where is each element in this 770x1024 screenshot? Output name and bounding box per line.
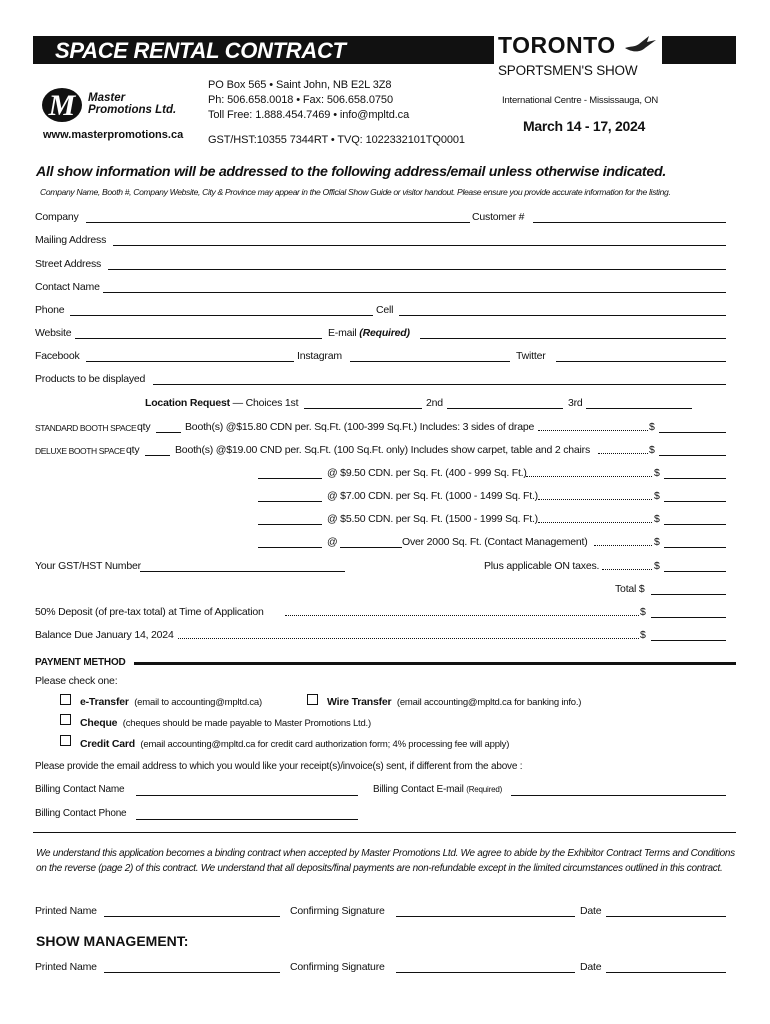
tier3-dollar: $	[654, 513, 660, 525]
etransfer-label: e-Transfer (email to accounting@mpltd.ca)	[80, 696, 262, 708]
products-field[interactable]	[153, 384, 726, 385]
address-line-2: Ph: 506.658.0018 • Fax: 506.658.0750	[208, 94, 393, 106]
intro-headline: All show information will be addressed to the following address/email unless otherwise indicated.	[36, 164, 666, 180]
total-label: Total $	[615, 583, 645, 595]
tier2-dollar: $	[654, 490, 660, 502]
mgmt-printed-name-field[interactable]	[104, 972, 280, 973]
wire-label: Wire Transfer (email accounting@mpltd.ca for banking info.)	[327, 696, 582, 708]
standard-qty-label: qty	[137, 421, 151, 433]
tax-numbers: GST/HST:10355 7344RT • TVQ: 1022332101TQ0001	[208, 134, 465, 146]
intro-subhead: Company Name, Booth #, Company Website, City & Province may appear in the Official Show Guide or visitor handout. Please ensure you provide accurate information for the listing.	[40, 187, 671, 197]
mailing-field[interactable]	[113, 245, 726, 246]
mailing-label: Mailing Address	[35, 234, 107, 246]
location-choice-3[interactable]	[586, 408, 692, 409]
balance-label: Balance Due January 14, 2024	[35, 629, 174, 641]
gst-number-label: Your GST/HST Number	[35, 560, 141, 572]
tier4-rate-field[interactable]	[340, 547, 402, 548]
balance-dollar: $	[640, 629, 646, 641]
website-label: Website	[35, 327, 72, 339]
tier3-qty-field[interactable]	[258, 524, 322, 525]
tier1-dollar: $	[654, 467, 660, 479]
standard-dollar: $	[649, 421, 655, 433]
products-label: Products to be displayed	[35, 373, 146, 385]
standard-amount-field[interactable]	[659, 432, 726, 433]
tier1-leader	[526, 476, 652, 477]
date-field[interactable]	[606, 916, 726, 917]
master-promotions-logo-icon	[40, 85, 84, 125]
svg-text:M: M	[48, 89, 76, 122]
tier2-amount-field[interactable]	[664, 501, 726, 502]
tier4-at: @	[327, 536, 338, 548]
tier1-desc: @ $9.50 CDN. per Sq. Ft. (400 - 999 Sq. Ft.)	[327, 467, 527, 479]
cell-label: Cell	[376, 304, 394, 316]
divider	[33, 832, 736, 833]
tier4-desc: Over 2000 Sq. Ft. (Contact Management)	[402, 536, 588, 548]
taxes-label: Plus applicable ON taxes.	[484, 560, 600, 572]
bird-logo-icon	[623, 34, 657, 56]
website-field[interactable]	[75, 338, 322, 339]
contract-title: SPACE RENTAL CONTRACT	[33, 36, 494, 64]
billing-email-field[interactable]	[511, 795, 726, 796]
mgmt-date-label: Date	[580, 961, 602, 973]
printed-name-field[interactable]	[104, 916, 280, 917]
date-label: Date	[580, 905, 602, 917]
deposit-amount-field[interactable]	[651, 617, 726, 618]
balance-leader	[178, 638, 639, 639]
tier3-leader	[538, 522, 652, 523]
show-dates: March 14 - 17, 2024	[523, 118, 645, 134]
payment-heading: PAYMENT METHOD	[35, 657, 126, 668]
tier4-amount-field[interactable]	[664, 547, 726, 548]
deluxe-dollar: $	[649, 444, 655, 456]
deluxe-qty-label: qty	[126, 444, 140, 456]
instagram-label: Instagram	[297, 350, 342, 362]
standard-leader	[538, 430, 648, 431]
tier1-qty-field[interactable]	[258, 478, 322, 479]
tier1-amount-field[interactable]	[664, 478, 726, 479]
facebook-field[interactable]	[86, 361, 294, 362]
instagram-field[interactable]	[350, 361, 510, 362]
header-black-bar	[662, 36, 736, 64]
taxes-amount-field[interactable]	[664, 571, 726, 572]
address-line-3: Toll Free: 1.888.454.7469 • info@mpltd.ca	[208, 109, 410, 121]
contact-label: Contact Name	[35, 281, 100, 293]
show-management-heading: SHOW MANAGEMENT:	[36, 933, 189, 949]
billing-name-label: Billing Contact Name	[35, 784, 125, 795]
facebook-label: Facebook	[35, 350, 80, 362]
tier2-desc: @ $7.00 CDN. per Sq. Ft. (1000 - 1499 Sq. Ft.)	[327, 490, 538, 502]
company-website: www.masterpromotions.ca	[43, 129, 184, 141]
tier4-qty-field[interactable]	[258, 547, 322, 548]
tier2-leader	[538, 499, 652, 500]
phone-label: Phone	[35, 304, 65, 316]
location-label: Location Request — Choices 1st	[145, 397, 299, 409]
payment-rule	[134, 662, 736, 665]
deluxe-amount-field[interactable]	[659, 455, 726, 456]
mgmt-signature-field[interactable]	[396, 972, 575, 973]
gst-number-field[interactable]	[140, 571, 345, 572]
mgmt-printed-name-label: Printed Name	[35, 961, 97, 973]
location-2nd-label: 2nd	[426, 397, 443, 409]
standard-booth-label: STANDARD BOOTH SPACE	[35, 423, 137, 433]
company-field[interactable]	[86, 222, 470, 223]
phone-field[interactable]	[70, 315, 373, 316]
deposit-leader	[285, 615, 639, 616]
agreement-text: We understand this application becomes a binding contract when accepted by Master Promotions Ltd. We agree to abide by the Exhibitor Contract Terms and Conditions on the reverse (page 2) of this contract. We understand that all deposits/final payments are non-refundable except in the limited circumstances outlined in this contract.	[36, 848, 735, 874]
street-label: Street Address	[35, 258, 102, 270]
location-3rd-label: 3rd	[568, 397, 583, 409]
venue: International Centre - Mississauga, ON	[502, 95, 659, 106]
cheque-label: Cheque (cheques should be made payable to Master Promotions Ltd.)	[80, 717, 371, 729]
deposit-label: 50% Deposit (of pre-tax total) at Time of Application	[35, 606, 264, 618]
deluxe-booth-label: DELUXE BOOTH SPACE	[35, 446, 125, 456]
address-line-1: PO Box 565 • Saint John, NB E2L 3Z8	[208, 79, 392, 91]
mgmt-signature-label: Confirming Signature	[290, 961, 385, 973]
twitter-label: Twitter	[516, 350, 546, 362]
company-logo-text: Master Promotions Ltd.	[88, 92, 177, 116]
cell-field[interactable]	[399, 315, 726, 316]
deluxe-qty-field[interactable]	[145, 455, 170, 456]
tier4-dollar: $	[654, 536, 660, 548]
deluxe-leader	[598, 453, 648, 454]
tier3-amount-field[interactable]	[664, 524, 726, 525]
credit-label: Credit Card (email accounting@mpltd.ca for credit card authorization form; 4% processing fee will apply)	[80, 738, 510, 750]
billing-email-label: Billing Contact E-mail (Required)	[373, 784, 503, 795]
deluxe-booth-desc: Booth(s) @$19.00 CND per. Sq.Ft. (100 Sq.Ft. only) Includes show carpet, table and 2 chairs	[175, 444, 591, 456]
mgmt-date-field[interactable]	[606, 972, 726, 973]
balance-amount-field[interactable]	[651, 640, 726, 641]
credit-checkbox[interactable]	[60, 735, 71, 746]
taxes-leader	[602, 569, 652, 570]
billing-phone-label: Billing Contact Phone	[35, 808, 127, 819]
company-label: Company	[35, 211, 79, 223]
signature-label: Confirming Signature	[290, 905, 385, 917]
deposit-dollar: $	[640, 606, 646, 618]
billing-phone-field[interactable]	[136, 819, 358, 820]
show-subtitle: SPORTSMEN'S SHOW	[498, 63, 638, 78]
email-label: E-mail (Required)	[328, 327, 410, 339]
customer-label: Customer #	[472, 211, 525, 223]
standard-qty-field[interactable]	[156, 432, 181, 433]
cheque-checkbox[interactable]	[60, 714, 71, 725]
total-amount-field[interactable]	[651, 594, 726, 595]
tier4-leader	[594, 545, 652, 546]
street-field[interactable]	[108, 269, 726, 270]
receipt-note: Please provide the email address to which you would like your receipt(s)/invoice(s) sent, if different from the above :	[35, 761, 523, 772]
check-one-label: Please check one:	[35, 675, 118, 687]
printed-name-label: Printed Name	[35, 905, 97, 917]
location-choice-2[interactable]	[447, 408, 563, 409]
location-choice-1[interactable]	[304, 408, 422, 409]
signature-field[interactable]	[396, 916, 575, 917]
email-field[interactable]	[420, 338, 726, 339]
twitter-field[interactable]	[556, 361, 726, 362]
etransfer-checkbox[interactable]	[60, 694, 71, 705]
contact-field[interactable]	[103, 292, 726, 293]
taxes-dollar: $	[654, 560, 660, 572]
wire-checkbox[interactable]	[307, 694, 318, 705]
customer-field[interactable]	[533, 222, 726, 223]
show-name: TORONTO	[498, 32, 657, 59]
standard-booth-desc: Booth(s) @$15.80 CDN per. Sq.Ft. (100-399 Sq.Ft.) Includes: 3 sides of drape	[185, 421, 535, 433]
tier2-qty-field[interactable]	[258, 501, 322, 502]
billing-name-field[interactable]	[136, 795, 358, 796]
tier3-desc: @ $5.50 CDN. per Sq. Ft. (1500 - 1999 Sq. Ft.)	[327, 513, 538, 525]
